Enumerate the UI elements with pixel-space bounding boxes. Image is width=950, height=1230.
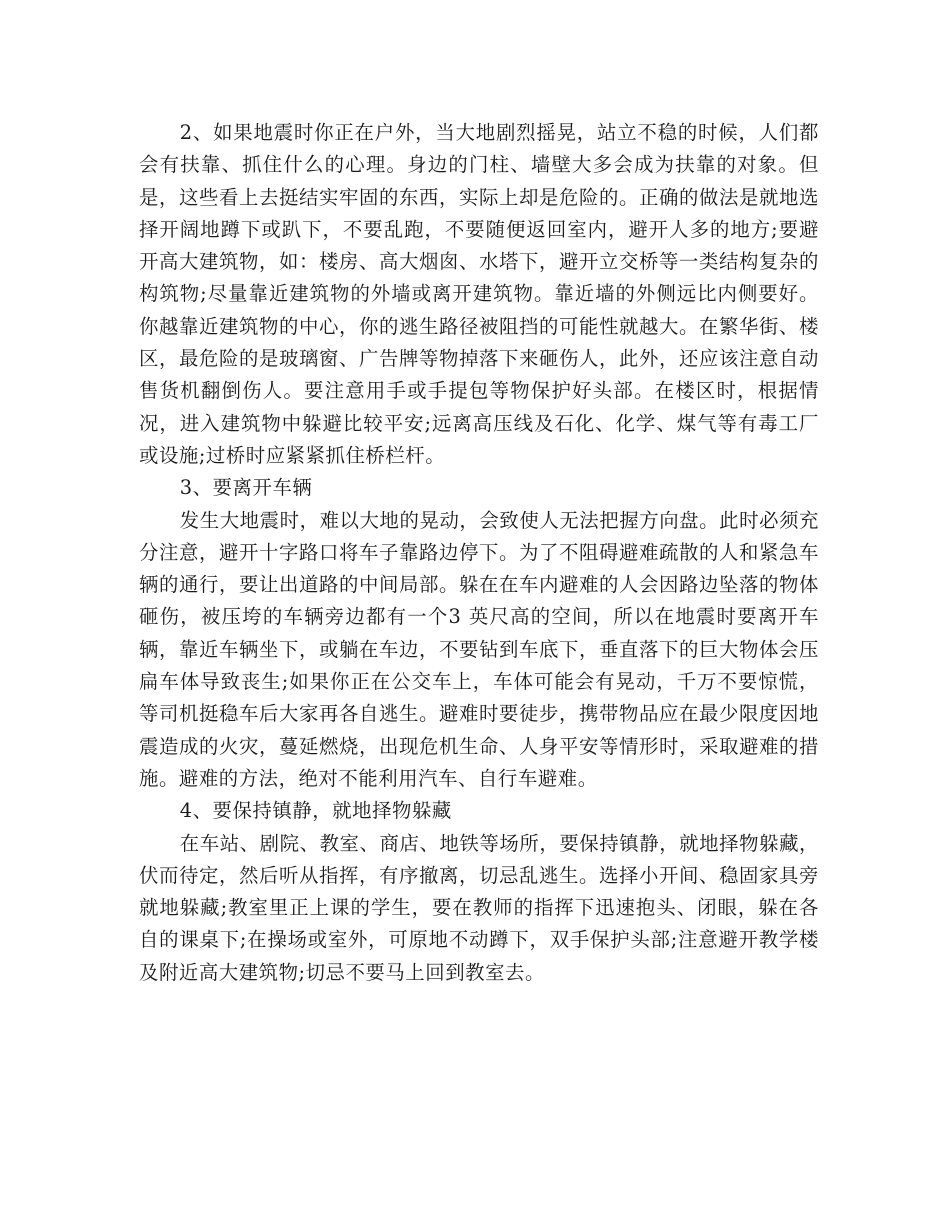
paragraph-public-places: 在车站、剧院、教室、商店、地铁等场所，要保持镇静，就地择物躲藏，伏而待定，然后听从指挥，有序撤离，切忌乱逃生。选择小开间、稳固家具旁就地躲藏;教室里正上课的学生，要在教师的指挥下迅速抱头、闭眼，躲在各自的课桌下;在操场或室外，可原地不动蹲下，双手保护头部;注意避开教学楼及附近高大建筑物;切忌不要马上回到教室去。 (139, 831, 819, 984)
section-heading-stay-calm: 4、要保持镇静，就地择物躲藏 (179, 799, 452, 823)
document-body (139, 117, 819, 989)
section-heading-leave-vehicle: 3、要离开车辆 (179, 476, 313, 500)
paragraph-outdoor-safety: 2、如果地震时你正在户外，当大地剧烈摇晃，站立不稳的时候，人们都会有扶靠、抓住什么的心理。身边的门柱、墙壁大多会成为扶靠的对象。但是，这些看上去挺结实牢固的东西，实际上却是危险的。正确的做法是就地选择开阔地蹲下或趴下，不要乱跑，不要随便返回室内，避开人多的地方;要避开高大建筑物，如：楼房、高大烟囱、水塔下，避开立交桥等一类结构复杂的构筑物;尽量靠近建筑物的外墙或离开建筑物。靠近墙的外侧远比内侧要好。你越靠近建筑物的中心，你的逃生路径被阻挡的可能性就越大。在繁华街、楼区，最危险的是玻璃窗、广告牌等物掉落下来砸伤人，此外，还应该注意自动售货机翻倒伤人。要注意用手或手提包等物保护好头部。在楼区时，根据情况，进入建筑物中躲避比较平安;远离高压线及石化、化学、煤气等有毒工厂或设施;过桥时应紧紧抓住桥栏杆。 (139, 121, 819, 467)
paragraph-vehicle-safety: 发生大地震时，难以大地的晃动，会致使人无法把握方向盘。此时必须充分注意，避开十字路口将车子靠路边停下。为了不阻碍避难疏散的人和紧急车辆的通行，要让出道路的中间局部。躲在在车内避难的人会因路边坠落的物体砸伤，被压垮的车辆旁边都有一个3 英尺高的空间，所以在地震时要离开车辆，靠近车辆坐下，或躺在车边，不要钻到车底下，垂直落下的巨大物体会压扁车体导致丧生;如果你正在公交车上，车体可能会有晃动，千万不要惊慌，等司机挺稳车后大家再各自逃生。避难时要徒步，携带物品应在最少限度因地震造成的火灾，蔓延燃烧，出现危机生命、人身平安等情形时，采取避难的措施。避难的方法，绝对不能利用汽车、自行车避难。 (139, 508, 819, 790)
